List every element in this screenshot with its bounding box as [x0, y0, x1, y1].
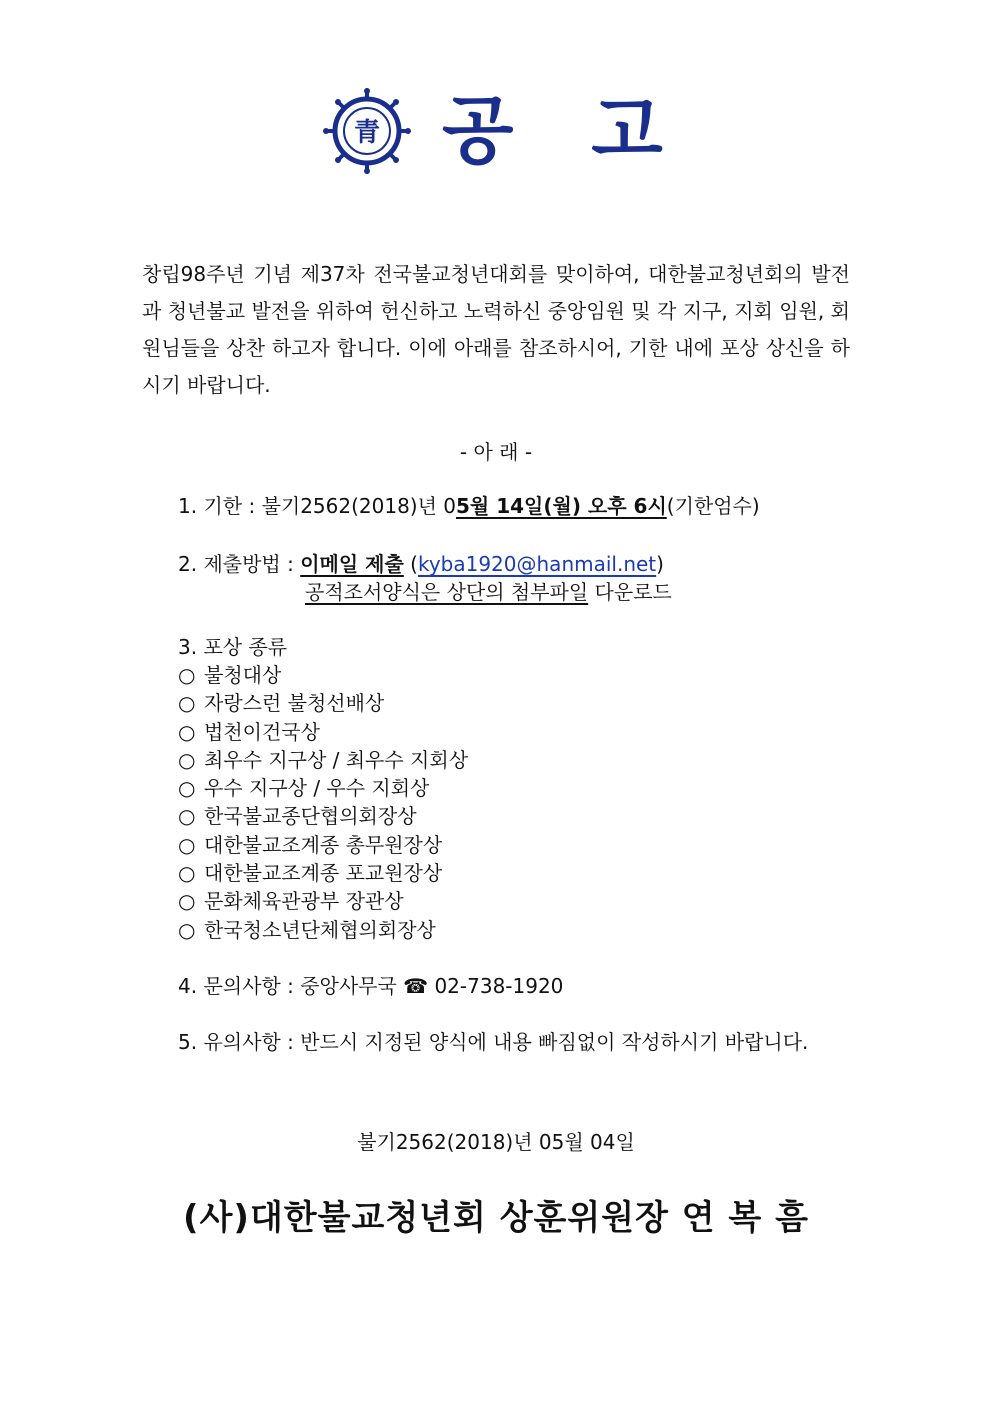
signature: (사)대한불교청년회 상훈위원장 연 복 흠	[183, 1198, 809, 1238]
bullet-icon: ○	[178, 719, 196, 744]
bullet-icon: ○	[178, 804, 196, 829]
item-number: 4.	[178, 974, 198, 998]
award-item: ○ 자랑스런 불청선배상	[178, 691, 385, 716]
inquiry-item	[178, 972, 563, 1000]
item-label: 유의사항 :	[203, 1030, 294, 1054]
submission-method: 이메일 제출	[300, 552, 404, 576]
page-title: 공 고	[442, 88, 689, 174]
bullet-icon: ○	[178, 747, 196, 772]
deadline-note: (기한엄수)	[666, 494, 760, 518]
award-item: ○ 대한불교조계종 포교원장상	[178, 861, 443, 886]
emblem-character: 青	[353, 118, 381, 148]
item-number: 1.	[178, 494, 198, 518]
email-link[interactable]: kyba1920@hanmail.net	[417, 552, 657, 576]
bullet-icon: ○	[178, 663, 196, 687]
inquiry-office: 중앙사무국	[300, 974, 397, 998]
awards-heading	[178, 633, 287, 661]
bullet-icon: ○	[178, 691, 196, 716]
awards-list	[178, 661, 468, 944]
award-item: ○ 대한불교조계종 총무원장상	[178, 832, 443, 857]
intro-paragraph: 창립98주년 기념 제37차 전국불교청년대회를 맞이하여, 대한불교청년회의 발전과 청년불교 발전을 위하여 헌신하고 노력하신 중앙임원 및 각 지구, 지회 임원, 회원님들을 상찬 하고자 합니다. 이에 아래를 참조하시어, 기한 내에 포상 상신을 하시기 바랍니다.	[142, 262, 850, 397]
bullet-icon: ○	[178, 861, 196, 886]
section-heading: - 아 래 -	[459, 440, 533, 464]
item-label: 문의사항 :	[203, 974, 294, 998]
issue-date: 불기2562(2018)년 05월 04일	[357, 1130, 635, 1154]
deadline-era: 불기2562(2018)년 0	[261, 494, 457, 518]
email-close: )	[656, 552, 664, 576]
award-item: ○ 법천이건국상	[178, 719, 320, 744]
notice-item	[178, 1028, 808, 1056]
phone-icon: ☎	[403, 974, 429, 998]
email-open: (	[410, 552, 418, 576]
deadline-date: 5월 14일(월) 오후 6시	[456, 494, 667, 518]
dharma-wheel-emblem-icon	[322, 88, 412, 174]
item-label: 제출방법 :	[203, 552, 294, 576]
award-item: ○ 우수 지구상 / 우수 지회상	[178, 776, 430, 801]
notice-text: 반드시 지정된 양식에 내용 빠짐없이 작성하시기 바랍니다.	[300, 1030, 809, 1054]
bullet-icon: ○	[178, 889, 196, 914]
form-download-note	[305, 578, 672, 606]
item-label: 포상 종류	[203, 635, 288, 659]
item-number: 3.	[178, 635, 198, 659]
form-note-download: 다운로드	[588, 580, 672, 604]
bullet-icon: ○	[178, 832, 196, 857]
item-label: 기한 :	[203, 494, 256, 518]
form-note-attachment: 공적조서양식은 상단의 첨부파일	[305, 580, 589, 604]
notice-header	[322, 88, 689, 174]
award-item: ○ 불청대상	[178, 663, 282, 687]
award-item: ○ 문화체육관광부 장관상	[178, 889, 404, 914]
deadline-item	[178, 492, 760, 520]
item-number: 5.	[178, 1030, 198, 1054]
bullet-icon: ○	[178, 776, 196, 801]
item-number: 2.	[178, 552, 198, 576]
award-item: ○ 한국불교종단협의회장상	[178, 804, 417, 829]
submission-item	[178, 550, 664, 578]
award-item: ○ 최우수 지구상 / 최우수 지회상	[178, 747, 469, 772]
award-item: ○ 한국청소년단체협의회장상	[178, 917, 436, 942]
bullet-icon: ○	[178, 917, 196, 942]
phone-number: 02-738-1920	[434, 974, 564, 998]
